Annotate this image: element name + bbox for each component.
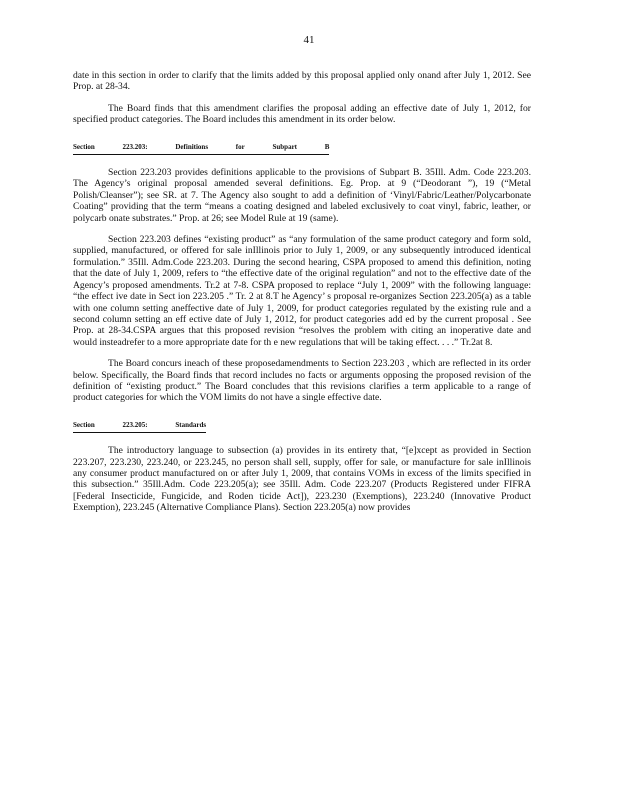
heading-number: 223.205: (122, 420, 148, 429)
heading-number: 223.203: (122, 142, 148, 151)
heading-subpart: Subpart (272, 142, 298, 151)
paragraph-3: Section 223.203 provides definitions applicable to the provisions of Subpart B. 35Ill. Adm. Code 223.203. The Agency’s original proposal amended several definitions. Eg. Prop. at 9 (“Deodorant ”), 19 (“Metal Polish/Cleanser”); see SR. at 7. The Agency also sought to add a definition of ‘Vinyl/Fabric/Leather/Polycarbonate Coating” providing that the term “means a coating designed and labeled exclusively to coat vinyl, fabric, leather, or polycarb onate substrates.” Prop. at 26; see Model Rule at 19 (same). (73, 167, 531, 224)
section-heading-standards (73, 420, 206, 433)
page-number: 41 (303, 34, 315, 46)
paragraph-4: Section 223.203 defines “existing product” as “any formulation of the same product category and form sold, supplied, manufactured, or offered for sale inIllinois prior to July 1, 2009, or any subsequently introduced identical formulation.” 35Ill. Adm.Code 223.203. During the second hearing, CSPA proposed to amend this definition, noting that the date of July 1, 2009, refers to “the effective date of the original regulation” and not to the effective date of the Agency’s proposed amendments. Tr.2 at 7-8. CSPA proposed to replace “July 1, 2009” with the following language: “the effect ive date in Sect ion 223.205 .” Tr. 2 at 8.T he Agency’ s proposal re-organizes Section 223.205(a) as a table with one column setting aneffective date of July 1, 2009, for product categories regulated by the existing rule and a second column setting an eff ective date of July 1, 2012, for product categories add ed by the current proposal . See Prop. at 28-34.CSPA argues that this proposed revision “resolves the problem with citing an inoperative date and would insteadrefer to a more appropriate date for th e new regulations that will be taking effect. . . .” Tr.2at 8. (73, 234, 531, 348)
paragraph-5: The Board concurs ineach of these proposedamendments to Section 223.203 , which are reflected in its order below. Specifically, the Board finds that record includes no facts or arguments opposing the proposed revision of the definition of “existing product.” The Board concludes that this revisions clarifies a term applicable to a range of product categories for which the VOM limits do not have a single effective date. (73, 358, 531, 404)
heading-letter: B (324, 142, 330, 151)
heading-for: for (235, 142, 245, 151)
paragraph-2: The Board finds that this amendment clarifies the proposal adding an effective date of July 1, 2012, for specified product categories. The Board includes this amendment in its order below. (73, 102, 531, 126)
heading-label: Section (73, 420, 95, 429)
heading-title: Standards (175, 420, 207, 429)
heading-label: Section (73, 142, 95, 151)
heading-title: Definitions (175, 142, 209, 151)
section-heading-definitions (73, 142, 329, 155)
document-body (73, 70, 531, 524)
paragraph-1: date in this section in order to clarify that the limits added by this proposal applied only onand after July 1, 2012. See Prop. at 28-34. (73, 70, 531, 93)
paragraph-6: The introductory language to subsection (a) provides in its entirety that, “[e]xcept as provided in Section 223.207, 223.230, 223.240, or 223.245, no person shall sell, supply, offer for sale, or manufacture for sale inIllinois any consumer product manufactured on or after July 1, 2009, that contains VOMs in excess of the limits specified in this subsection.” 35Ill.Adm. Code 223.205(a); see 35Ill. Adm. Code 223.207 (Products Registered under FIFRA [Federal Insecticide, Fungicide, and Roden ticide Act]), 223.230 (Exemptions), 223.240 (Innovative Product Exemption), 223.245 (Alternative Compliance Plans). Section 223.205(a) now provides (73, 445, 531, 514)
